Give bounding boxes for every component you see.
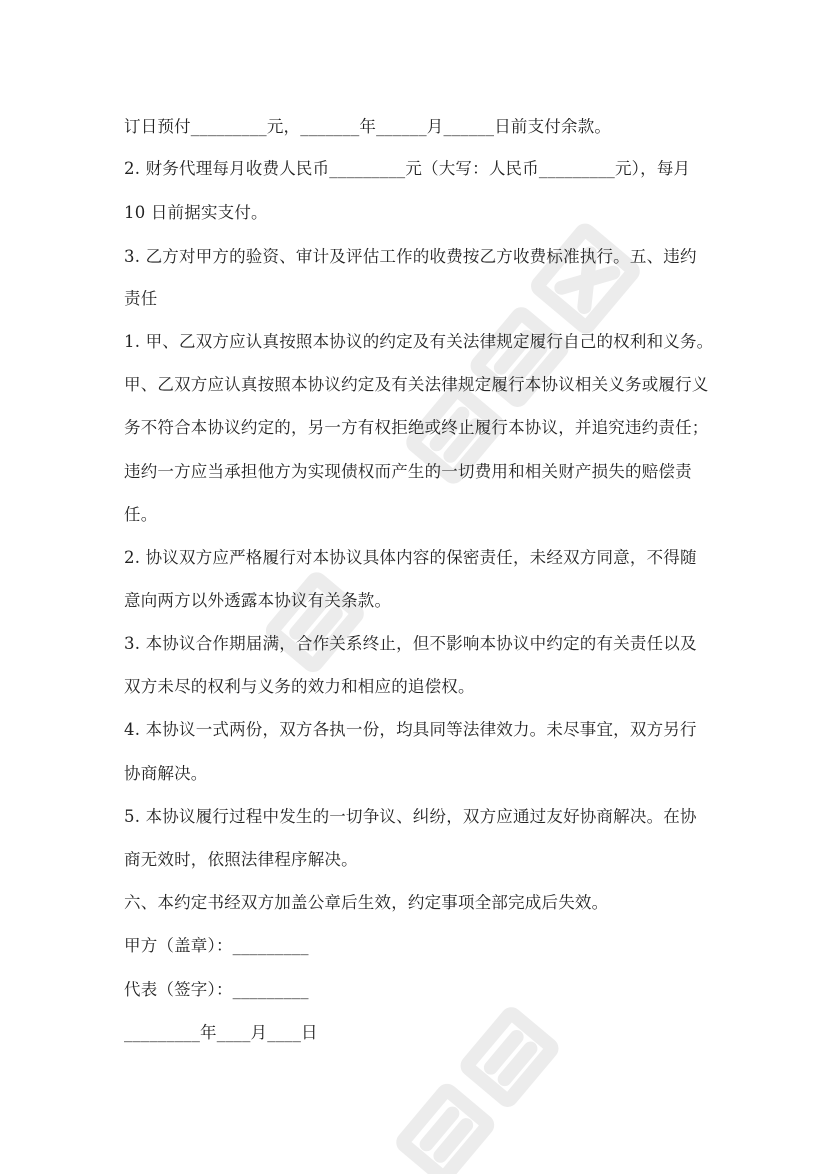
- text-line-16: 协商解决。: [124, 764, 208, 783]
- text-line-2: 2. 财务代理每月收费人民币_________元（大写：人民币_________元），每月: [124, 159, 691, 178]
- signature-representative: 代表（签字）：_________: [124, 980, 309, 999]
- text-line-14: 双方未尽的权利与义务的效力和相应的追偿权。: [124, 677, 475, 696]
- text-line-19: 六、本约定书经双方加盖公章后生效，约定事项全部完成后失效。: [124, 893, 609, 912]
- text-line-5: 责任: [124, 289, 158, 308]
- text-line-10: 任。: [124, 505, 158, 524]
- text-line-3: 10 日前据实支付。: [124, 203, 268, 222]
- signature-date: _________年____月____日: [124, 1023, 318, 1042]
- text-line-17: 5. 本协议履行过程中发生的一切争议、纠纷，双方应通过友好协商解决。在协: [124, 807, 697, 826]
- text-line-18: 商无效时，依照法律程序解决。: [124, 850, 358, 869]
- text-line-9: 违约一方应当承担他方为实现债权而产生的一切费用和相关财产损失的赔偿责: [124, 462, 692, 481]
- text-line-15: 4. 本协议一式两份，双方各执一份，均具同等法律效力。未尽事宜，双方另行: [124, 720, 697, 739]
- text-line-6: 1. 甲、乙双方应认真按照本协议的约定及有关法律规定履行自己的权利和义务。: [124, 332, 714, 351]
- text-line-1: 订日预付_________元，_______年______月______日前支付余款。: [124, 117, 612, 136]
- text-line-11: 2. 协议双方应严格履行对本协议具体内容的保密责任，未经双方同意，不得随: [124, 548, 697, 567]
- text-line-8: 务不符合本协议约定的，另一方有权拒绝或终止履行本协议，并追究违约责任；: [124, 418, 709, 437]
- text-line-13: 3. 本协议合作期届满，合作关系终止，但不影响本协议中约定的有关责任以及: [124, 634, 697, 653]
- text-line-12: 意向两方以外透露本协议有关条款。: [124, 591, 392, 610]
- text-line-7: 甲、乙双方应认真按照本协议约定及有关法律规定履行本协议相关义务或履行义: [124, 375, 709, 394]
- text-line-4: 3. 乙方对甲方的验资、审计及评估工作的收费按乙方收费标准执行。五、违约: [124, 247, 697, 266]
- signature-party-a: 甲方（盖章）：_________: [124, 936, 309, 955]
